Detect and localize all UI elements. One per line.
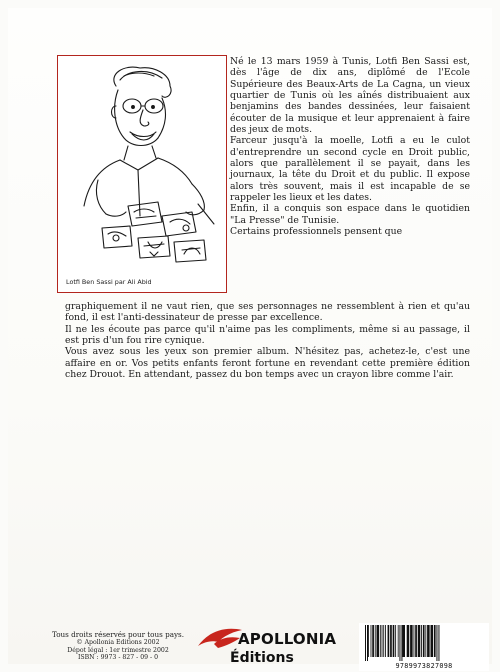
rights-reserved: Tous droits réservés pour tous pays. [51, 630, 185, 639]
publisher-rights [38, 630, 198, 662]
illustration-caption: Lotfi Ben Sassi par Ali Abid [66, 278, 152, 286]
biography-continued [65, 301, 470, 380]
bio-paragraph: Enfin, il a conquis son espace dans le quotidien "La Presse" de Tunisie. [230, 203, 470, 226]
isbn-barcode [359, 623, 489, 671]
bio-paragraph: Né le 13 mars 1959 à Tunis, Lotfi Ben Sassi est, dès l'âge de dix ans, diplômé de l'Ecole Supérieure des Beaux-Arts de La Cagna, un vieux quartier de Tunis où les aînés distribuaient aux benjamins des bandes dessinées, leur faisaient écouter de la musique et leur apprenaient à faire des jeux de mots. [230, 56, 470, 136]
copyright-line: © Apollonia Editions 2002 [76, 639, 160, 646]
isbn-line: ISBN : 9973 - 827 - 09 - 0 [77, 654, 159, 662]
illustration-frame [57, 55, 227, 293]
bio-paragraph: Certains professionnels pensent que [230, 226, 403, 238]
bio-paragraph: Il ne les écoute pas parce qu'il n'aime pas les compliments, même si au passage, il est pris d'un fou rire cynique. [65, 323, 470, 347]
biography-column [230, 56, 470, 238]
logo-name: APOLLONIA [238, 630, 337, 648]
back-cover-page [8, 8, 492, 670]
caricature-illustration [58, 56, 228, 294]
publisher-logo [194, 624, 344, 672]
legal-deposit: Dépot légal : 1er trimestre 2002 [67, 646, 169, 654]
barcode-bars [359, 625, 489, 663]
bio-paragraph: Farceur jusqu'à la moelle, Lotfi a eu le culot d'entreprendre un second cycle en Droit public, alors que parallèlement il se payait, dans les journaux, la tête du Droit et du public. Il expose alors très souvent, mais il est incapable de se rappeler les lieux et les dates. [230, 135, 470, 204]
logo-subtitle: Éditions [230, 650, 294, 666]
bio-paragraph: graphiquement il ne vaut rien, que ses personnages ne ressemblent à rien et qu'au fond, il est l'anti-dessinateur de presse par excellence. [65, 301, 470, 324]
barcode-number: 9789973827098 [395, 662, 453, 670]
bio-paragraph: Vous avez sous les yeux son premier album. N'hésitez pas, achetez-le, c'est une affaire en or. Vos petits enfants feront fortune en revendant cette première édition chez Drouot. En attendant, passez du bon temps avec un crayon libre comme l'air. [65, 346, 470, 381]
